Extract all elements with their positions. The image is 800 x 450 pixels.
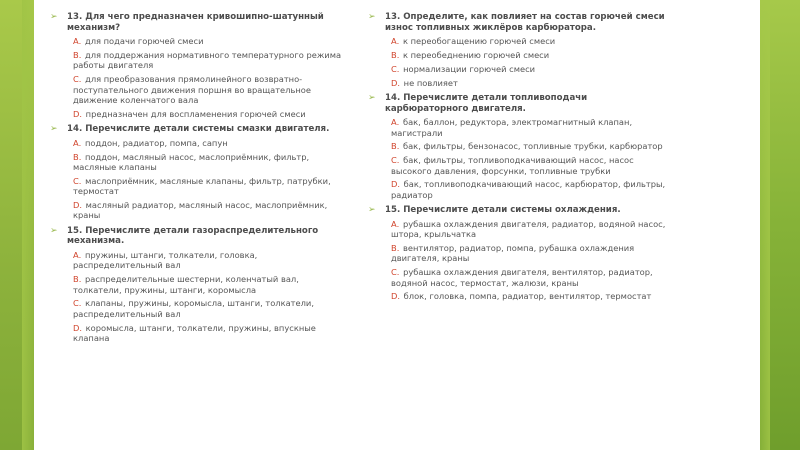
answer-letter: В. <box>391 242 400 253</box>
question-block <box>368 205 666 302</box>
question-block <box>368 92 666 200</box>
question-block <box>368 12 666 88</box>
answer-text: для преобразования прямолинейного возвратно-поступательного движения поршня во вращательное движение коленчатого вала <box>73 74 311 105</box>
background-left-green <box>0 0 34 450</box>
question-title: 15. Перечислите детали газораспределительного механизма. <box>67 225 319 247</box>
answer-option <box>391 267 666 288</box>
answer-text: рубашка охлаждения двигателя, радиатор, водяной насос, штора, крыльчатка <box>391 218 666 240</box>
answer-option <box>73 200 342 221</box>
bullet-arrow-icon: ➢ <box>50 12 58 22</box>
answer-letter: С. <box>391 63 400 74</box>
answer-option <box>73 50 342 71</box>
answer-text: предназначен для воспламенения горючей смеси <box>85 108 306 119</box>
answer-option <box>73 176 342 197</box>
question-title: 14. Перечислите детали топливоподачи карбюраторного двигателя. <box>385 92 588 114</box>
answer-letter: С. <box>73 298 82 309</box>
answer-text: поддон, радиатор, помпа, сапун <box>84 137 228 148</box>
answer-letter: D. <box>391 77 401 88</box>
answer-letter: D. <box>73 108 83 119</box>
question-title: 15. Перечислите детали системы охлаждения. <box>385 205 621 216</box>
bullet-arrow-icon: ➢ <box>368 205 376 216</box>
answer-text: блок, головка, помпа, радиатор, вентилятор, термостат <box>403 291 652 302</box>
answer-option <box>73 323 342 344</box>
answer-option <box>73 36 342 46</box>
answer-letter: С. <box>391 155 400 166</box>
left-column <box>50 12 342 348</box>
answer-letter: А. <box>73 250 82 260</box>
answer-option <box>73 109 342 119</box>
answer-letter: С. <box>391 267 400 278</box>
answer-text: для подачи горючей смеси <box>84 36 204 47</box>
bullet-arrow-icon: ➢ <box>368 12 376 22</box>
answer-letter: В. <box>391 49 400 60</box>
answer-letter: В. <box>73 151 82 162</box>
answer-text: бак, фильтры, бензонасос, топливные трубки, карбюратор <box>402 141 663 152</box>
bullet-arrow-icon: ➢ <box>50 124 58 135</box>
answer-text: бак, баллон, редуктора, электромагнитный клапан, магистрали <box>391 117 633 138</box>
answer-text: пружины, штанги, толкатели, головка, распределительный вал <box>73 250 258 271</box>
question-block <box>50 124 342 221</box>
answer-text: клапаны, пружины, коромысла, штанги, толкатели, распределительный вал <box>73 298 314 319</box>
answer-letter: А. <box>391 36 400 47</box>
answer-text: не повлияет <box>403 77 458 88</box>
answer-letter: В. <box>73 49 82 60</box>
answer-option <box>391 78 666 88</box>
answer-text: нормализации горючей смеси <box>403 63 536 74</box>
answer-text: к переобогащению горючей смеси <box>402 36 556 47</box>
answer-text: к переобеднению горючей смеси <box>402 49 550 60</box>
answer-text: для поддержания нормативного температурного режима работы двигателя <box>73 49 342 71</box>
background-right-green <box>760 0 800 450</box>
right-column <box>368 12 666 307</box>
bullet-arrow-icon: ➢ <box>368 92 376 103</box>
answer-option <box>73 152 342 173</box>
answer-option <box>391 117 666 138</box>
answer-option <box>73 274 342 295</box>
answer-option <box>391 155 666 176</box>
answer-option <box>391 219 666 240</box>
answer-option <box>391 243 666 264</box>
answer-letter: А. <box>391 117 400 128</box>
answer-letter: А. <box>73 137 82 148</box>
question-title: 13. Определите, как повлияет на состав горючей смеси износ топливных жиклёров карбюратора. <box>385 12 665 33</box>
answer-text: распределительные шестерни, коленчатый вал, толкатели, пружины, штанги, коромысла <box>73 274 299 295</box>
answer-letter: А. <box>73 36 82 47</box>
answer-option <box>391 291 666 301</box>
question-block <box>50 12 342 119</box>
answer-text: поддон, масляный насос, маслоприёмник, фильтр, масляные клапаны <box>73 151 310 172</box>
answer-letter: D. <box>391 179 401 190</box>
answer-text: бак, топливоподкачивающий насос, карбюратор, фильтры, радиатор <box>391 179 666 200</box>
answer-option <box>73 74 342 105</box>
answer-text: вентилятор, радиатор, помпа, рубашка охлаждения двигателя, краны <box>391 242 635 264</box>
answer-letter: D. <box>73 200 83 210</box>
answer-letter: С. <box>73 74 82 85</box>
answer-text: рубашка охлаждения двигателя, вентилятор, радиатор, водяной насос, термостат, жалюзи, краны <box>391 267 653 288</box>
answer-option <box>73 250 342 271</box>
answer-text: бак, фильтры, топливоподкачивающий насос, насос высокого давления, форсунки, топливные трубки <box>391 155 634 176</box>
answer-option <box>73 138 342 148</box>
question-block <box>50 225 342 344</box>
slide-content <box>34 0 760 450</box>
answer-letter: С. <box>73 175 82 186</box>
question-title: 13. Для чего предназначен кривошипно-шатунный механизм? <box>67 12 324 33</box>
answer-letter: В. <box>391 141 400 152</box>
answer-option <box>391 50 666 60</box>
answer-option <box>391 141 666 151</box>
answer-text: маслоприёмник, масляные клапаны, фильтр, патрубки, термостат <box>73 175 331 197</box>
answer-text: масляный радиатор, масляный насос, маслоприёмник, краны <box>73 200 328 221</box>
answer-text: коромысла, штанги, толкатели, пружины, впускные клапана <box>73 322 316 344</box>
answer-option <box>391 36 666 46</box>
question-title: 14. Перечислите детали системы смазки двигателя. <box>67 124 330 135</box>
answer-letter: D. <box>73 322 83 333</box>
bullet-arrow-icon: ➢ <box>50 225 58 236</box>
answer-letter: В. <box>73 274 82 285</box>
answer-letter: D. <box>391 291 401 302</box>
answer-letter: А. <box>391 218 400 229</box>
answer-option <box>73 298 342 319</box>
answer-option <box>391 179 666 200</box>
answer-option <box>391 64 666 74</box>
